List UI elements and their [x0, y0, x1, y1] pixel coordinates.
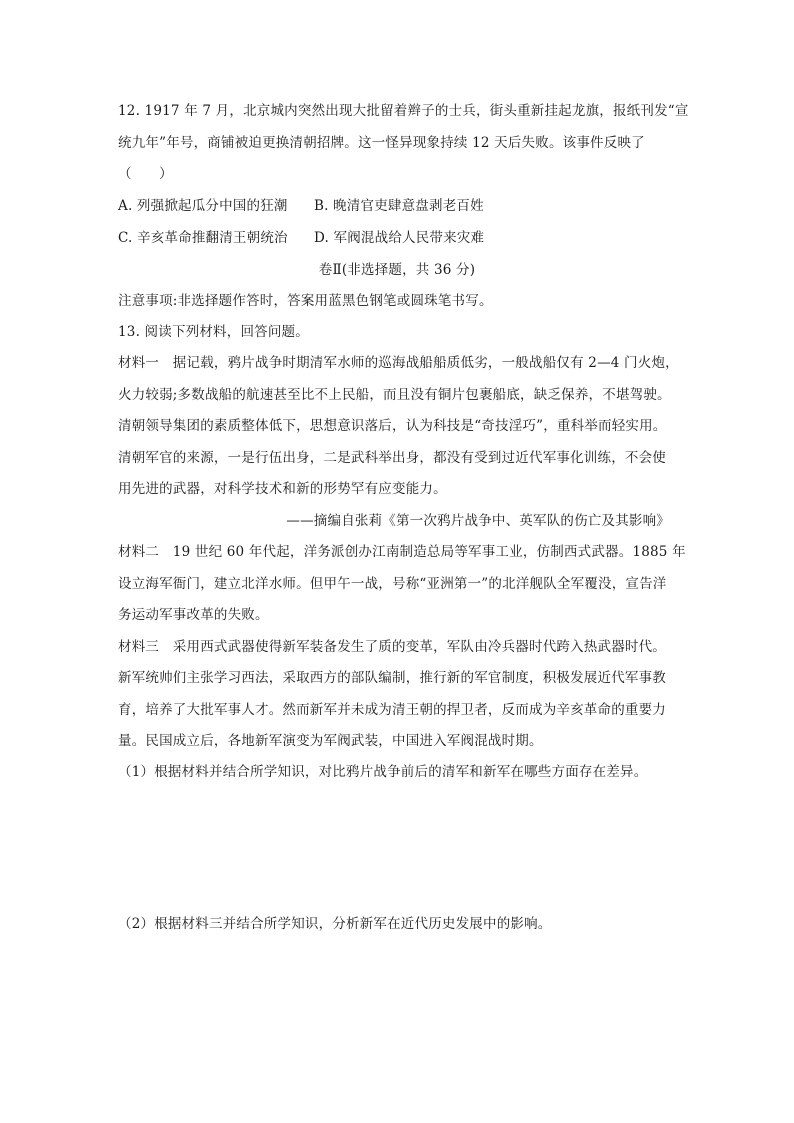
material-1-line: 火力较弱;多数战船的航速甚至比不上民船，而且没有铜片包裹船底，缺乏保养，不堪驾驶。	[118, 387, 671, 403]
q12-option-c: C. 辛亥革命推翻清王朝统治	[118, 230, 288, 246]
material-3-line: 育，培养了大批军事人才。然而新军并未成为清王朝的捍卫者，反而成为辛亥革命的重要力	[118, 702, 666, 718]
material-1-source: ——摘编自张莉《第一次鸦片战争中、英军队的伤亡及其影响》	[286, 513, 670, 529]
material-3-line: 新军统帅们主张学习西法，采取西方的部队编制，推行新的军官制度，积极发展近代军事教	[118, 670, 666, 686]
material-2-line: 设立海军衙门，建立北洋水师。但甲午一战，号称“亚洲第一”的北洋舰队全军覆没，宣告洋	[118, 576, 667, 592]
q12-option-a: A. 列强掀起瓜分中国的狂潮	[118, 198, 288, 214]
q12-answer-parens: （ ）	[118, 166, 173, 182]
material-2-line: 材料二 19 世纪 60 年代起，洋务派创办江南制造总局等军事工业，仿制西式武器。1885 年	[118, 544, 686, 560]
section-2-title: 卷Ⅱ(非选择题，共 36 分)	[318, 262, 476, 278]
material-1-line: 用先进的武器，对科学技术和新的形势罕有应变能力。	[118, 481, 447, 497]
q13-subquestion-2: （2）根据材料三并结合所学知识，分析新军在近代历史发展中的影响。	[118, 916, 552, 932]
material-1-line: 清朝军官的来源，一是行伍出身，二是武科举出身，都没有受到过近代军事化训练，不会使	[118, 450, 666, 466]
material-1-line: 材料一 据记载，鸦片战争时期清军水师的巡海战船船质低劣，一般战船仅有 2—4 门火炮，	[118, 355, 679, 371]
material-1-line: 清朝领导集团的素质整体低下，思想意识落后，认为科技是“奇技淫巧”，重科举而轻实用。	[118, 418, 667, 434]
material-3-line: 材料三 采用西式武器使得新军装备发生了质的变革，军队由冷兵器时代跨入热武器时代。	[118, 639, 666, 655]
q12-option-b: B. 晚清官吏肆意盘剥老百姓	[314, 198, 484, 214]
q12-options-row-2	[118, 228, 678, 248]
section-2-notice: 注意事项:非选择题作答时，答案用蓝黑色钢笔或圆珠笔书写。	[118, 293, 493, 309]
q12-stem-line-2: 统九年”年号，商铺被迫更换清朝招牌。这一怪异现象持续 12 天后失败。该事件反映了	[118, 135, 645, 151]
q12-options-row-1	[118, 196, 678, 216]
q13-intro: 13. 阅读下列材料，回答问题。	[118, 324, 309, 340]
q12-stem-line-1: 12. 1917 年 7 月，北京城内突然出现大批留着辫子的士兵，街头重新挂起龙旗，报纸刊发“宣	[118, 103, 689, 119]
q12-option-d: D. 军阀混战给人民带来灾难	[314, 230, 485, 246]
q13-subquestion-1: （1）根据材料并结合所学知识，对比鸦片战争前后的清军和新军在哪些方面存在差异。	[118, 764, 648, 780]
material-2-line: 务运动军事改革的失败。	[118, 607, 269, 623]
material-3-line: 量。民国成立后，各地新军演变为军阀武装，中国进入军阀混战时期。	[118, 733, 543, 749]
